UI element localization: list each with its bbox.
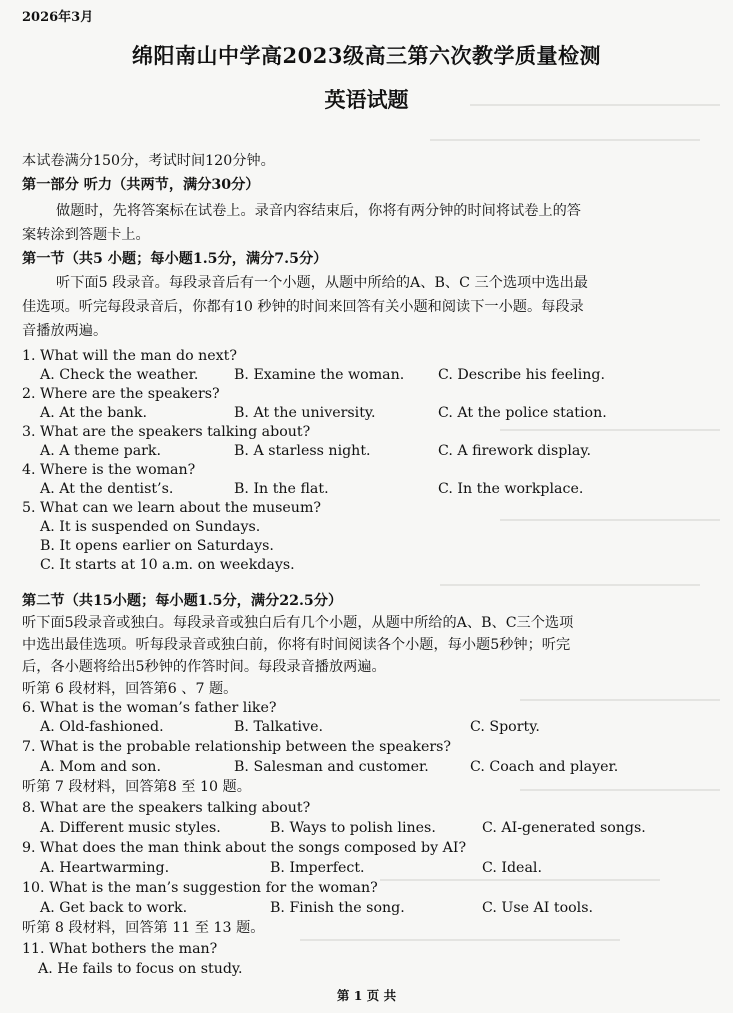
question-stem: 1. What will the man do next? — [22, 348, 237, 364]
question-stem: 9. What does the man think about the songs composed by AI? — [22, 840, 467, 856]
exam-info: 本试卷满分150分，考试时间120分钟。 — [22, 153, 275, 169]
option-b: B. Salesman and customer. — [234, 759, 429, 775]
section1-heading: 第一节（共5 小题；每小题1.5分，满分7.5分） — [22, 251, 328, 267]
section2-instruction-line1: 听下面5段录音或独白。每段录音或独白后有几个小题，从题中所给的A、B、C三个选项 — [22, 615, 574, 631]
option-a: A. Get back to work. — [40, 900, 188, 916]
page-number: 第 1 页 共 — [336, 988, 397, 1003]
option-a: A. A theme park. — [40, 443, 162, 459]
option-b: B. It opens earlier on Saturdays. — [40, 538, 274, 554]
option-c: C. A firework display. — [438, 443, 591, 459]
section2-instruction-line2: 中选出最佳选项。听每段录音或独白前，你将有时间阅读各个小题，每小题5秒钟；听完 — [22, 637, 571, 653]
option-b: B. Examine the woman. — [234, 367, 405, 383]
option-b: B. Imperfect. — [270, 860, 365, 876]
option-c: C. AI-generated songs. — [482, 820, 646, 836]
option-c: C. It starts at 10 a.m. on weekdays. — [40, 557, 295, 573]
section1-instruction-line3: 音播放两遍。 — [22, 323, 108, 339]
option-c: C. Describe his feeling. — [438, 367, 605, 383]
question-stem: 11. What bothers the man? — [22, 941, 218, 957]
option-c: C. Coach and player. — [470, 759, 619, 775]
option-a: A. Old-fashioned. — [40, 719, 164, 735]
option-a: A. He fails to focus on study. — [38, 961, 243, 977]
option-c: C. Sporty. — [470, 719, 540, 735]
question-stem: 8. What are the speakers talking about? — [22, 800, 311, 816]
option-b: B. Finish the song. — [270, 900, 405, 916]
option-b: B. In the flat. — [234, 481, 329, 497]
section2-instruction-line3: 后，各小题将给出5秒钟的作答时间。每段录音播放两遍。 — [22, 659, 386, 675]
option-a: A. At the dentist’s. — [40, 481, 174, 497]
option-a: A. At the bank. — [40, 405, 148, 421]
question-stem: 5. What can we learn about the museum? — [22, 500, 321, 516]
option-c: C. In the workplace. — [438, 481, 584, 497]
section1-instruction-line1: 听下面5 段录音。每段录音后有一个小题，从题中所给的A、B、C 三个选项中选出最 — [56, 275, 588, 291]
exam-subtitle: 英语试题 — [324, 87, 409, 112]
material-7-note: 听第 7 段材料，回答第8 至 10 题。 — [22, 779, 251, 795]
option-c: C. At the police station. — [438, 405, 607, 421]
part1-instruction-line2: 案转涂到答题卡上。 — [22, 227, 150, 243]
option-a: A. It is suspended on Sundays. — [40, 519, 261, 535]
option-a: A. Different music styles. — [40, 820, 221, 836]
option-b: B. At the university. — [234, 405, 376, 421]
option-c: C. Use AI tools. — [482, 900, 593, 916]
option-b: B. Talkative. — [234, 719, 324, 735]
question-stem: 2. Where are the speakers? — [22, 386, 220, 402]
question-stem: 10. What is the man’s suggestion for the woman? — [22, 880, 378, 896]
section2-heading: 第二节（共15小题；每小题1.5分，满分22.5分） — [22, 593, 343, 609]
question-stem: 4. Where is the woman? — [22, 462, 196, 478]
option-a: A. Heartwarming. — [40, 860, 170, 876]
part1-instruction-line1: 做题时，先将答案标在试卷上。录音内容结束后，你将有两分钟的时间将试卷上的答 — [56, 203, 581, 219]
section1-instruction-line2: 佳选项。听完每段录音后，你都有10 秒钟的时间来回答有关小题和阅读下一小题。每段录 — [22, 299, 584, 315]
question-stem: 6. What is the woman’s father like? — [22, 700, 277, 716]
exam-date: 2026年3月 — [22, 10, 94, 25]
option-c: C. Ideal. — [482, 860, 542, 876]
option-a: A. Check the weather. — [40, 367, 199, 383]
exam-title: 绵阳南山中学高2023级高三第六次教学质量检测 — [132, 43, 601, 68]
material-6-note: 听第 6 段材料，回答第6 、7 题。 — [22, 681, 238, 697]
question-stem: 3. What are the speakers talking about? — [22, 424, 311, 440]
question-stem: 7. What is the probable relationship between the speakers? — [22, 739, 452, 755]
option-b: B. Ways to polish lines. — [270, 820, 436, 836]
part1-heading: 第一部分 听力（共两节，满分30分） — [22, 177, 260, 193]
option-a: A. Mom and son. — [40, 759, 161, 775]
material-8-note: 听第 8 段材料，回答第 11 至 13 题。 — [22, 920, 265, 936]
option-b: B. A starless night. — [234, 443, 371, 459]
